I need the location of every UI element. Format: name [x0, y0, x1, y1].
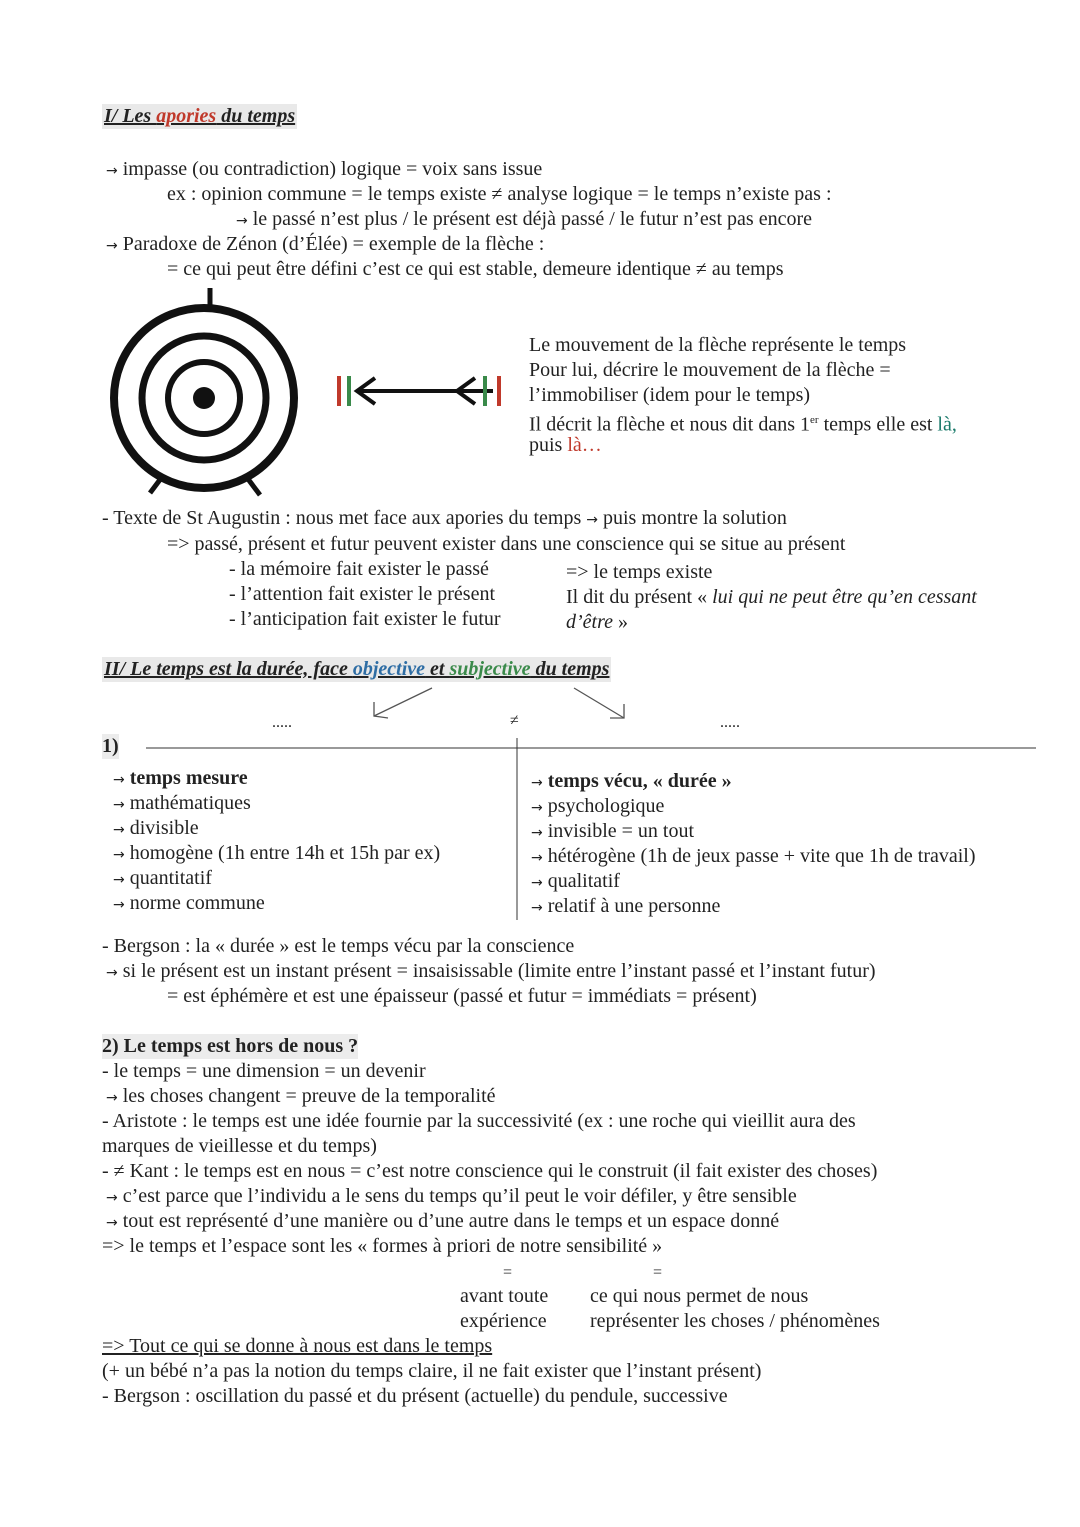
line: - la mémoire fait exister le passé — [229, 558, 489, 580]
line: expérience — [460, 1310, 547, 1332]
arrow-icon: → — [113, 872, 125, 888]
line: => le temps existe — [566, 561, 713, 583]
list-item: → psychologique — [531, 795, 665, 817]
line: marques de vieillesse et du temps) — [102, 1135, 377, 1157]
arrow-icon: → — [106, 1215, 118, 1231]
line: - Aristote : le temps est une idée fournie par la successivité (ex : une roche qui vieillit aura des — [102, 1110, 856, 1132]
line: → le passé n’est plus / le présent est déjà passé / le futur n’est pas encore — [236, 208, 812, 230]
arrow-icon: → — [106, 163, 118, 179]
arrow-icon: → — [113, 822, 125, 838]
arrow-icon: → — [236, 213, 248, 229]
neq-sign: ≠ — [510, 712, 519, 729]
line: = est éphémère et est une épaisseur (passé et futur = immédiats = présent) — [167, 985, 757, 1007]
arrow-icon: → — [531, 900, 543, 916]
list-item: → divisible — [113, 817, 199, 839]
line: - ≠ Kant : le temps est en nous = c’est notre conscience qui le construit (il fait exister des choses) — [102, 1160, 878, 1182]
arrow-icon: → — [531, 825, 543, 841]
line: → c’est parce que l’individu a le sens du temps qu’il peut le voir défiler, y être sensible — [106, 1185, 797, 1207]
arrow-icon: → — [106, 1190, 118, 1206]
equals-sign: = — [503, 1264, 513, 1281]
line: → tout est représenté d’une manière ou d’une autre dans le temps et un espace donné — [106, 1210, 780, 1232]
list-item: → homogène (1h entre 14h et 15h par ex) — [113, 842, 441, 864]
line: → si le présent est un instant présent = insaisissable (limite entre l’instant passé et l’instant futur) — [106, 960, 876, 982]
line: ex : opinion commune = le temps existe ≠ analyse logique = le temps n’existe pas : — [167, 183, 832, 205]
line: - l’anticipation fait exister le futur — [229, 608, 501, 630]
list-item: → qualitatif — [531, 870, 620, 892]
list-item: → hétérogène (1h de jeux passe + vite que 1h de travail) — [531, 845, 976, 867]
line: avant toute — [460, 1285, 549, 1307]
list-item: → relatif à une personne — [531, 895, 721, 917]
arrow-icon: → — [113, 897, 125, 913]
arrow-text-3: l’immobiliser (idem pour le temps) — [529, 384, 811, 406]
line: d’être » — [566, 611, 629, 633]
list-item: → quantitatif — [113, 867, 212, 889]
arrow-icon: → — [113, 772, 125, 788]
arrow-icon: → — [531, 775, 543, 791]
line: => le temps et l’espace sont les « formes à priori de notre sensibilité » — [102, 1235, 663, 1257]
arrow-text-4: Il décrit la flèche et nous dit dans 1er temps elle est là, — [529, 413, 957, 436]
arrow-icon: → — [106, 238, 118, 254]
arrow-text-5: puis là… — [529, 434, 602, 456]
line: => passé, présent et futur peuvent exister dans une conscience qui se situe au présent — [167, 533, 846, 555]
arrow-icon: → — [113, 847, 125, 863]
arrow-drawing — [335, 370, 505, 412]
arrow-text-2: Pour lui, décrire le mouvement de la flèche = — [529, 359, 891, 381]
line: => Tout ce qui se donne à nous est dans le temps — [102, 1335, 493, 1357]
line: Il dit du présent « lui qui ne peut être qu’en cessant — [566, 586, 977, 608]
arrow-icon: → — [106, 1090, 118, 1106]
dots-left: ..... — [272, 714, 292, 731]
arrow-icon: → — [113, 797, 125, 813]
arrow-icon: → — [531, 800, 543, 816]
line: - Bergson : la « durée » est le temps vécu par la conscience — [102, 935, 575, 957]
line: - Texte de St Augustin : nous met face aux apories du temps → puis montre la solution — [102, 507, 787, 529]
arrow-icon: → — [531, 875, 543, 891]
target-drawing — [105, 285, 305, 500]
list-item: → temps vécu, « durée » — [531, 770, 732, 792]
subsection-number: 1) — [102, 735, 119, 757]
line: (+ un bébé n’a pas la notion du temps claire, il ne fait exister que l’instant présent) — [102, 1360, 762, 1382]
line: = ce qui peut être défini c’est ce qui est stable, demeure identique ≠ au temps — [167, 258, 784, 280]
line: - l’attention fait exister le présent — [229, 583, 496, 605]
section-title-2: II/ Le temps est la durée, face objective et subjective du temps — [104, 658, 610, 680]
line: - Bergson : oscillation du passé et du présent (actuelle) du pendule, successive — [102, 1385, 728, 1407]
list-item: → temps mesure — [113, 767, 248, 789]
list-item: → invisible = un tout — [531, 820, 695, 842]
section-title-3: 2) Le temps est hors de nous ? — [102, 1035, 359, 1057]
line: - le temps = une dimension = un devenir — [102, 1060, 426, 1082]
arrow-icon: → — [586, 512, 598, 528]
section-title-1: I/ Les apories du temps — [104, 105, 296, 127]
arrow-text-1: Le mouvement de la flèche représente le temps — [529, 334, 907, 356]
arrow-icon: → — [531, 850, 543, 866]
line: représenter les choses / phénomènes — [590, 1310, 880, 1332]
arrow-icon: → — [106, 965, 118, 981]
line: → les choses changent = preuve de la temporalité — [106, 1085, 496, 1107]
line: → impasse (ou contradiction) logique = voix sans issue — [106, 158, 543, 180]
list-item: → norme commune — [113, 892, 265, 914]
dots-right: ..... — [720, 714, 740, 731]
line: ce qui nous permet de nous — [590, 1285, 809, 1307]
line: → Paradoxe de Zénon (d’Élée) = exemple de la flèche : — [106, 233, 545, 255]
list-item: → mathématiques — [113, 792, 251, 814]
diagram-arrows — [360, 680, 640, 725]
equals-sign: = — [653, 1264, 663, 1281]
